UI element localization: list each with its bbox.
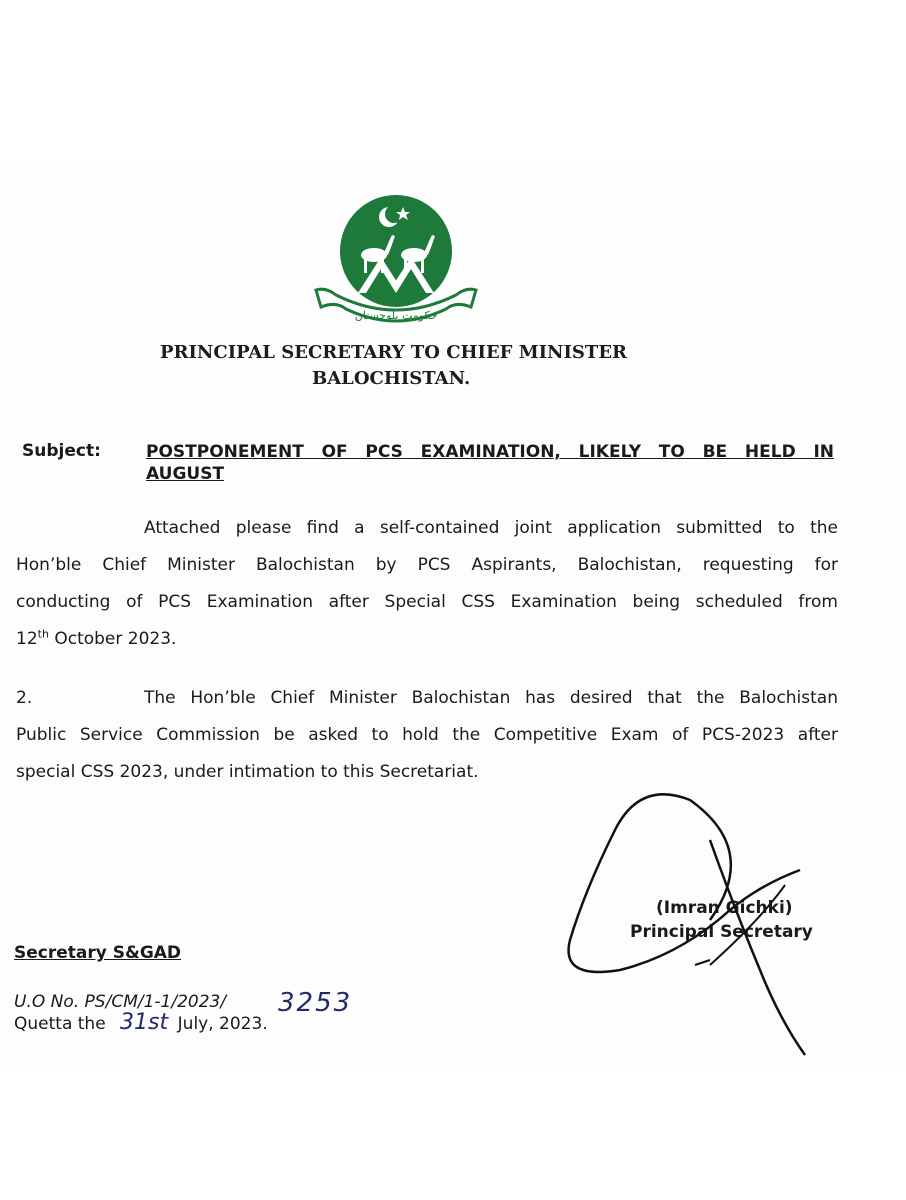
subject-label: Subject: [22, 441, 101, 461]
paragraph-2-line-3: special CSS 2023, under intimation to this Secretariat. [16, 762, 479, 782]
subject-line-1: POSTPONEMENT OF PCS EXAMINATION, LIKELY TO BE HELD IN [146, 442, 834, 462]
signatory-name: (Imran Gichki) [656, 898, 793, 918]
province-title: BALOCHISTAN. [312, 368, 471, 389]
paragraph-1-line-4: 12th October 2023. [16, 627, 177, 649]
paragraph-number: 2. [16, 688, 33, 708]
date-line: Quetta the July, 2023. [14, 1014, 268, 1034]
emblem-caption: حکومت بلوچستان [354, 309, 438, 322]
handwritten-signature [560, 790, 820, 1060]
balochistan-emblem [306, 195, 486, 335]
paragraph-2 [16, 680, 838, 791]
paragraph-1 [16, 510, 838, 658]
recipient: Secretary S&GAD [14, 943, 182, 963]
paragraph-2-line-2: Public Service Commission be asked to hold the Competitive Exam of PCS-2023 after [16, 725, 838, 745]
office-title: PRINCIPAL SECRETARY TO CHIEF MINISTER [160, 342, 627, 363]
subject-line-2: AUGUST [146, 464, 225, 484]
uo-number: U.O No. PS/CM/1-1/2023/ [14, 992, 227, 1012]
paragraph-1-line-3: conducting of PCS Examination after Special CSS Examination being scheduled from [16, 592, 838, 612]
paragraph-1-line-2: Hon’ble Chief Minister Balochistan by PCS Aspirants, Balochistan, requesting for [16, 555, 838, 575]
paragraph-2-line-1: 2. The Hon’ble Chief Minister Balochistan has desired that the Balochistan [16, 680, 838, 717]
handwritten-day: 31st [120, 1010, 169, 1035]
handwritten-uo-number: 3253 [278, 988, 353, 1018]
paragraph-1-line-1: Attached please find a self-contained joint application submitted to the [144, 518, 838, 538]
signatory-title: Principal Secretary [630, 922, 813, 942]
